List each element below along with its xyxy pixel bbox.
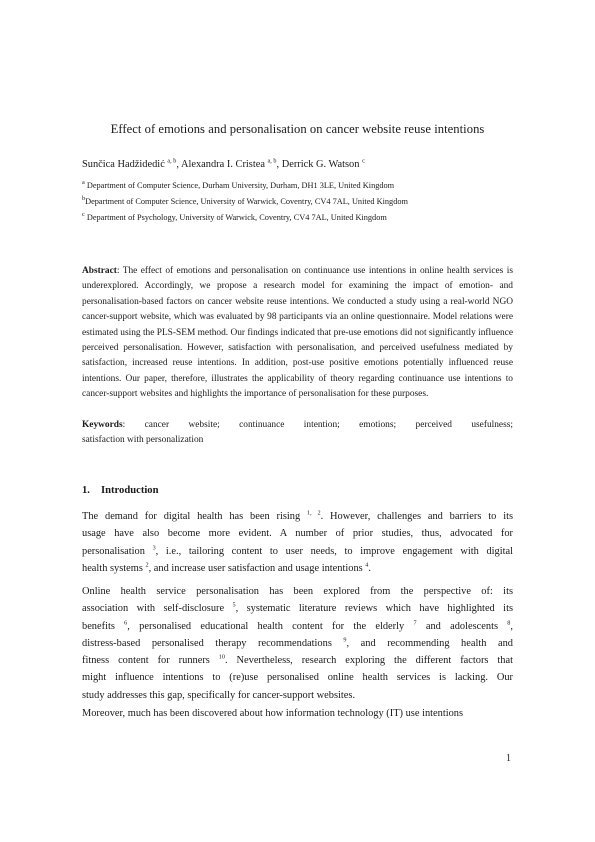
author-list: Sunčica Hadžidedić $^{a, b}$, Alexandra I. Cristea $^{a, b}$, Derrick G. Watson $^c$ bbox=[82, 157, 365, 170]
body-text: Moreover, much has been discovered about how information technology (IT) use intentions bbox=[82, 708, 464, 719]
keywords bbox=[82, 418, 513, 449]
body-text: , and recommending health and bbox=[346, 637, 513, 649]
paragraph-line bbox=[82, 618, 513, 635]
citation-ref: 5 bbox=[232, 601, 236, 609]
author-affiliation-mark: a, b bbox=[267, 157, 277, 165]
paragraph-line bbox=[82, 508, 513, 525]
body-text: health systems bbox=[82, 562, 146, 574]
body-text: , systematic literature reviews which have highlighted its bbox=[235, 603, 513, 615]
body-text: study addresses this gap, specifically for cancer-support websites. bbox=[82, 689, 356, 701]
citation-ref: 2 bbox=[145, 561, 149, 569]
body-text: , i.e., tailoring content to user needs, to improve engagement with digital bbox=[155, 545, 513, 557]
body-text: , and increase user satisfaction and usage intentions bbox=[148, 562, 366, 574]
citation-ref: 4 bbox=[365, 561, 369, 569]
affiliation bbox=[82, 197, 408, 206]
affiliation-text: Department of Computer Science, University of Warwick, Coventry, CV4 7AL, United Kingdom bbox=[85, 197, 408, 206]
body-text: The demand for digital health has been rising bbox=[82, 511, 308, 522]
paragraph-line bbox=[82, 583, 513, 600]
section-title: Introduction bbox=[101, 485, 159, 496]
affiliation-text: Department of Psychology, University of Warwick, Coventry, CV4 7AL, United Kingdom bbox=[86, 213, 387, 222]
affiliation-mark: a bbox=[82, 179, 85, 187]
author-name: Sunčica Hadžidedić bbox=[82, 159, 165, 170]
body-text: , personalised educational health content for the elderly bbox=[127, 620, 414, 632]
author-affiliation-mark: c bbox=[362, 157, 365, 165]
body-text: . However, challenges and barriers to its bbox=[320, 511, 513, 522]
paragraph-line bbox=[82, 635, 513, 652]
body-text: usage have also become more evident. A number of prior studies, thus, advocated for bbox=[82, 528, 513, 540]
body-text: personalisation bbox=[82, 545, 153, 557]
body-text: , bbox=[510, 620, 513, 632]
keywords-text: cancer website; continuance intention; emotions; perceived usefulness; bbox=[144, 420, 513, 430]
affiliation-text: Department of Computer Science, Durham University, Durham, DH1 3LE, United Kingdom bbox=[86, 181, 395, 190]
citation-ref: 6 bbox=[124, 619, 128, 627]
abstract-label: Abstract bbox=[82, 266, 117, 276]
paragraph bbox=[82, 705, 513, 722]
paragraph bbox=[82, 583, 513, 704]
section-heading bbox=[82, 485, 159, 496]
body-text: association with self-disclosure bbox=[82, 603, 233, 615]
affiliation-mark: c bbox=[82, 211, 85, 219]
citation-ref: 1, 2 bbox=[307, 509, 321, 517]
body-text: . Nevertheless, research exploring the different factors that bbox=[224, 655, 513, 667]
affiliation-mark: b bbox=[82, 195, 86, 203]
citation-ref: 7 bbox=[413, 619, 417, 627]
paper-title: Effect of emotions and personalisation on cancer website reuse intentions bbox=[110, 122, 485, 136]
body-text: benefits bbox=[82, 620, 125, 632]
paragraph-line bbox=[82, 669, 513, 686]
keywords-text: satisfaction with personalization bbox=[82, 435, 204, 446]
paragraph-line bbox=[82, 705, 513, 722]
body-text: fitness content for runners bbox=[82, 655, 219, 667]
author-name: Derrick G. Watson bbox=[281, 159, 360, 170]
citation-ref: 8 bbox=[507, 619, 511, 627]
section-number: 1. bbox=[82, 485, 90, 496]
paragraph-line bbox=[82, 525, 513, 542]
paragraph-line bbox=[82, 560, 513, 577]
body-text: distress-based personalised therapy recommendations bbox=[82, 637, 344, 649]
body-text: . bbox=[368, 562, 371, 574]
paragraph-line bbox=[82, 600, 513, 617]
page-number: 1 bbox=[506, 753, 511, 764]
citation-ref: 9 bbox=[343, 636, 347, 644]
paragraph bbox=[82, 508, 513, 577]
keywords-label: Keywords bbox=[82, 420, 123, 430]
citation-ref: 3 bbox=[152, 544, 156, 552]
body-text: might influence intentions to (re)use personalised online health services is lacking. Our bbox=[82, 672, 513, 684]
abstract: Abstract: The effect of emotions and personalisation on continuance use intentions in online health services is underexplored. Accordingly, we propose a research model for examining the impact of emotion- and personalisation-based factors on cancer website reuse intentions. We conducted a study using a real-world NGO cancer-support website, which was evaluated by 98 participants via an online questionnaire. Model relations were estimated using the PLS-SEM method. Our findings indicated that pre-use emotions did not significantly influence perceived personalisation. However, satisfaction with personalisation, and perceived usefulness mediated by satisfaction, increased reuse intentions. In addition, post-use positive emotions potentially influenced reuse intentions. Our paper, therefore, illustrates the applicability of theory regarding continuance use intentions to cancer-support websites and highlights the importance of personalisation for these purposes. bbox=[82, 266, 514, 400]
paragraph-line bbox=[82, 687, 513, 704]
keywords-line: Keywords: cancer website; continuance intention; emotions; perceived usefulness; bbox=[82, 420, 513, 430]
body-text: Online health service personalisation has been explored from the perspective of: its bbox=[82, 586, 513, 597]
abstract-text: The effect of emotions and personalisation on continuance use intentions in online health services is underexplored. Accordingly, we propose a research model for examining the impact of emotion- and personalisation-based factors on cancer website reuse intentions. We conducted a study using a real-world NGO cancer-support website, which was evaluated by 98 participants via an online questionnaire. Model relations were estimated using the PLS-SEM method. Our findings indicated that pre-use emotions did not significantly influence perceived personalisation. However, satisfaction with personalisation, and perceived usefulness mediated by satisfaction, increased reuse intentions. In addition, post-use positive emotions potentially influenced reuse intentions. Our paper, therefore, illustrates the applicability of theory regarding continuance use intentions to cancer-support websites and highlights the importance of personalisation for these purposes. bbox=[82, 266, 514, 400]
paragraph-line bbox=[82, 543, 513, 560]
paragraph-line bbox=[82, 652, 513, 669]
author-name: Alexandra I. Cristea bbox=[180, 159, 265, 170]
body-text: and adolescents bbox=[416, 620, 508, 632]
author-affiliation-mark: a, b bbox=[167, 157, 177, 165]
affiliation bbox=[82, 181, 394, 190]
affiliation bbox=[82, 213, 387, 222]
citation-ref: 10 bbox=[218, 653, 225, 661]
